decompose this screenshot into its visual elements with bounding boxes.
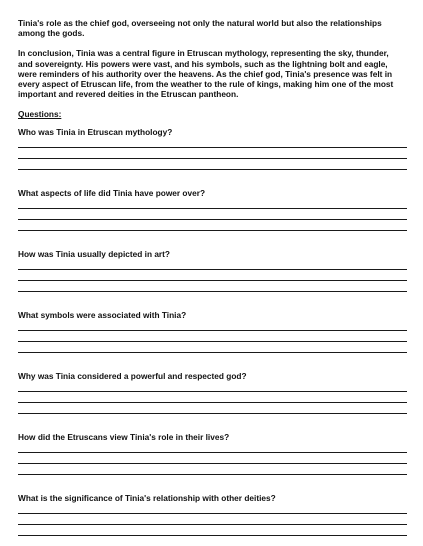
question-text: Why was Tinia considered a powerful and respected god? (18, 371, 247, 382)
answer-line[interactable] (18, 230, 407, 231)
answer-line[interactable] (18, 330, 407, 331)
answer-line[interactable] (18, 269, 407, 270)
question-text: What aspects of life did Tinia have power over? (18, 188, 206, 199)
answer-line[interactable] (18, 341, 407, 342)
question-7 (18, 493, 405, 546)
question-6 (18, 432, 405, 485)
question-text: How was Tinia usually depicted in art? (18, 249, 170, 260)
answer-line[interactable] (18, 291, 407, 292)
answer-line[interactable] (18, 535, 407, 536)
answer-line[interactable] (18, 513, 407, 514)
conclusion-paragraph: In conclusion, Tinia was a central figure in Etruscan mythology, representing the sky, thunder, and sovereignty. His powers were vast, and his symbols, such as the lightning bolt and eagle, were reminders of his authority over the heavens. As the chief god, Tinia's presence was felt in every aspect of Etruscan life, from the weather to the rule of kings, making him one of the most important and revered deities in the Etruscan pantheon. (18, 48, 394, 100)
answer-line[interactable] (18, 474, 407, 475)
answer-line[interactable] (18, 391, 407, 392)
answer-line[interactable] (18, 463, 407, 464)
question-1 (18, 127, 405, 180)
question-4 (18, 310, 405, 363)
question-text: How did the Etruscans view Tinia's role in their lives? (18, 432, 230, 443)
answer-line[interactable] (18, 158, 407, 159)
intro-paragraph: Tinia's role as the chief god, overseeing not only the natural world but also the relationships among the gods. (18, 18, 382, 39)
question-5 (18, 371, 405, 424)
answer-line[interactable] (18, 352, 407, 353)
questions-heading: Questions: (18, 109, 62, 120)
answer-line[interactable] (18, 280, 407, 281)
question-text: What symbols were associated with Tinia? (18, 310, 187, 321)
answer-line[interactable] (18, 219, 407, 220)
question-3 (18, 249, 405, 302)
question-2 (18, 188, 405, 241)
answer-line[interactable] (18, 402, 407, 403)
answer-line[interactable] (18, 208, 407, 209)
answer-line[interactable] (18, 413, 407, 414)
question-text: What is the significance of Tinia's relationship with other deities? (18, 493, 276, 504)
answer-line[interactable] (18, 147, 407, 148)
question-text: Who was Tinia in Etruscan mythology? (18, 127, 173, 138)
answer-line[interactable] (18, 452, 407, 453)
answer-line[interactable] (18, 169, 407, 170)
answer-line[interactable] (18, 524, 407, 525)
